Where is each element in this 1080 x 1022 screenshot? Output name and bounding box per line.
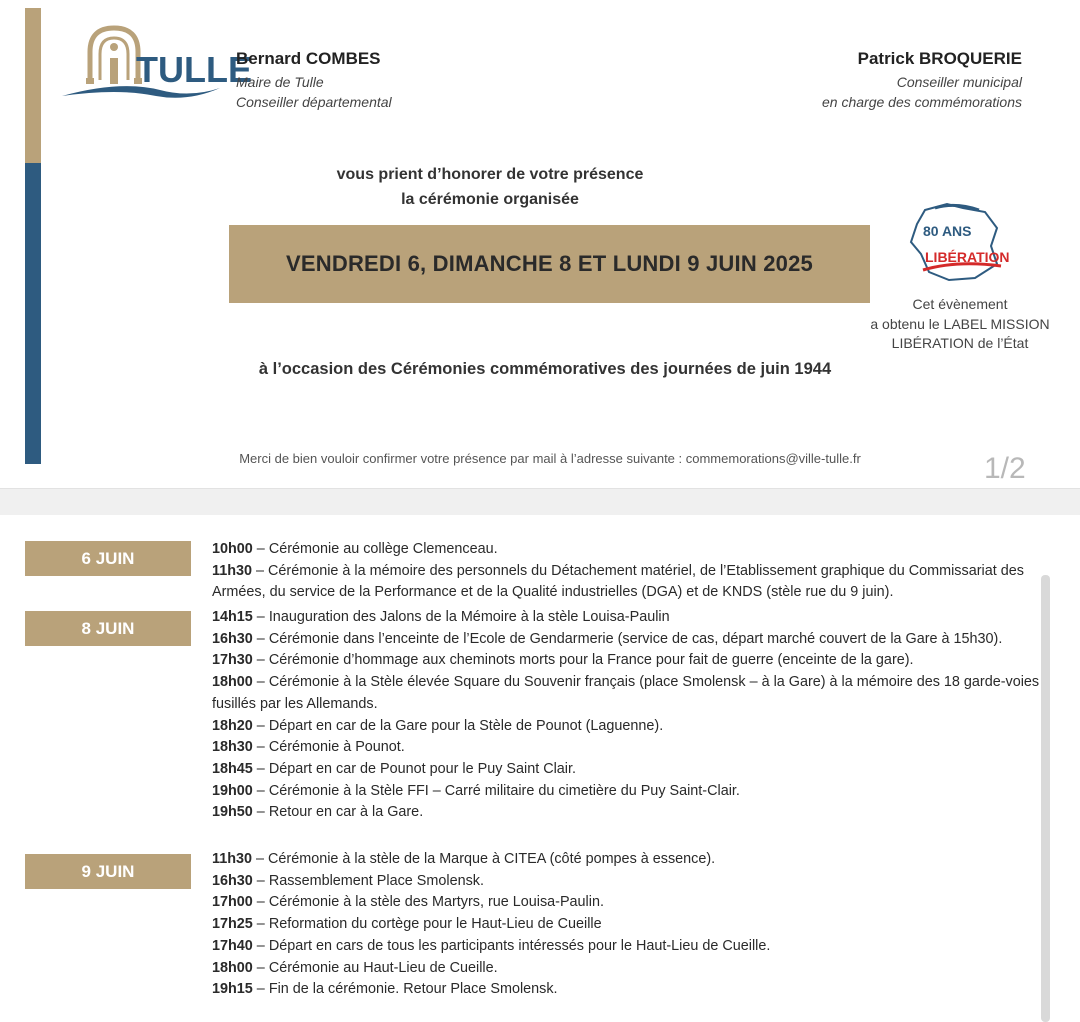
schedule-entry: 19h00 – Cérémonie à la Stèle FFI – Carré militaire du cimetière du Puy Saint-Clair. (212, 782, 740, 799)
blue-side-bar (25, 163, 41, 464)
label-text-3: LIBÉRATION de l’État (891, 335, 1029, 351)
event-time: 18h30 (212, 739, 253, 756)
event-text: Cérémonie à Pounot. (268, 739, 405, 756)
event-text: Cérémonie d’hommage aux cheminots morts pour la France pour fait de guerre (enceinte de la gare). (268, 652, 914, 669)
event-text: Retour en car à la Gare. (268, 804, 424, 821)
event-text: Cérémonie au Haut-Lieu de Cueille. (268, 959, 498, 976)
event-text: Cérémonie à la Stèle élevée Square du Souvenir français (place Smolensk – à la Gare) à la mémoire des 18 garde-voies fusillés par les Allemands. (212, 674, 1040, 712)
day-label-6-juin: 6 JUIN (25, 541, 191, 576)
event-text: Cérémonie dans l’enceinte de l’Ecole de Gendarmerie (service de cas, départ marché couvert de la Gare à 15h30). (268, 630, 1003, 647)
event-text: Départ en cars de tous les participants intéressés pour le Haut-Lieu de Cueille. (268, 937, 771, 954)
councillor-role: Conseiller municipal (896, 74, 1022, 90)
event-time: 18h20 (212, 717, 253, 734)
schedule-entry: 11h30 – Cérémonie à la mémoire des personnels du Détachement matériel, de l’Etablissement graphique du Commissariat des Armées, du service de la Performance et de la Qualité industrielles (DGA) et de KNDS (stèle rue du 9 juin). (212, 562, 1024, 601)
scrollbar[interactable] (1041, 575, 1050, 1022)
page-separator (0, 488, 1080, 516)
event-time: 18h45 (212, 760, 253, 777)
event-time: 11h30 (212, 562, 253, 579)
dates-banner (229, 225, 870, 303)
schedule-entry: 18h30 – Cérémonie à Pounot. (212, 739, 405, 756)
schedule-entry: 17h40 – Départ en cars de tous les participants intéressés pour le Haut-Lieu de Cueille. (212, 937, 771, 954)
dates-text: VENDREDI 6, DIMANCHE 8 ET LUNDI 9 JUIN 2025 (286, 251, 813, 276)
schedule-entry: 14h15 – Inauguration des Jalons de la Mémoire à la stèle Louisa-Paulin (212, 609, 670, 625)
event-text: Cérémonie à la mémoire des personnels du Détachement matériel, de l’Etablissement graphique du Commissariat des Armées, du service de la Performance et de la Qualité industrielles (DGA) et de KNDS (stèle rue du 9 juin). (212, 562, 1024, 601)
schedule-entry: 18h00 – Cérémonie au Haut-Lieu de Cueille. (212, 959, 498, 976)
mayor-role: Maire de Tulle (236, 74, 324, 90)
label-text-2: a obtenu le LABEL MISSION (870, 315, 1050, 332)
event-text: Cérémonie à la stèle de la Marque à CITEA (côté pompes à essence). (268, 851, 716, 867)
invitation-line-1: vous prient d’honorer de votre présence (336, 166, 644, 183)
event-text: Inauguration des Jalons de la Mémoire à la stèle Louisa-Paulin (268, 609, 670, 625)
schedule-entry: 19h50 – Retour en car à la Gare. (212, 804, 424, 821)
schedule-8-juin (212, 607, 1052, 824)
liberation-80-logo (905, 200, 1015, 290)
event-text: Départ en car de la Gare pour la Stèle de Pounot (Laguenne). (268, 717, 664, 734)
event-time: 19h00 (212, 782, 253, 799)
invitation-line-2: la cérémonie organisée (401, 191, 579, 208)
councillor-name: Patrick BROQUERIE (857, 49, 1022, 68)
event-time: 18h00 (212, 959, 253, 976)
schedule-entry: 10h00 – Cérémonie au collège Clemenceau. (212, 541, 498, 557)
mayor-role-2: Conseiller départemental (236, 94, 392, 110)
event-time: 17h25 (212, 916, 253, 933)
schedule-entry: 11h30 – Cérémonie à la stèle de la Marque à CITEA (côté pompes à essence). (212, 851, 716, 867)
schedule-entry: 17h30 – Cérémonie d’hommage aux cheminots morts pour la France pour fait de guerre (enceinte de la gare). (212, 652, 914, 669)
schedule-entry: 18h20 – Départ en car de la Gare pour la Stèle de Pounot (Laguenne). (212, 717, 664, 734)
schedule-entry: 17h00 – Cérémonie à la stèle des Martyrs, rue Louisa-Paulin. (212, 894, 604, 911)
event-time: 18h00 (212, 674, 253, 691)
schedule-entry: 18h00 – Cérémonie à la Stèle élevée Square du Souvenir français (place Smolensk – à la Gare) à la mémoire des 18 garde-voies fusillés par les Allemands. (212, 674, 1040, 712)
label-description (860, 295, 1060, 354)
councillor-role-2: en charge des commémorations (822, 94, 1022, 110)
svg-text:80 ANS: 80 ANS (923, 223, 972, 239)
event-time: 11h30 (212, 851, 253, 867)
tulle-logo (60, 14, 252, 104)
event-time: 16h30 (212, 630, 253, 647)
event-time: 19h15 (212, 981, 253, 998)
event-text: Départ en car de Pounot pour le Puy Saint Clair. (268, 760, 576, 777)
invitation-page-1 (0, 0, 1080, 488)
event-time: 19h50 (212, 804, 253, 821)
mayor-block (236, 49, 392, 112)
schedule-entry: 16h30 – Rassemblement Place Smolensk. (212, 872, 484, 889)
schedule-entry: 16h30 – Cérémonie dans l’enceinte de l’Ecole de Gendarmerie (service de cas, départ marché couvert de la Gare à 15h30). (212, 630, 1003, 647)
event-time: 17h00 (212, 894, 253, 911)
invitation-text (280, 162, 700, 212)
event-time: 17h30 (212, 652, 253, 669)
event-text: Rassemblement Place Smolensk. (268, 872, 484, 889)
occasion-text: à l’occasion des Cérémonies commémoratives des journées de juin 1944 (258, 360, 832, 378)
schedule-entry: 17h25 – Reformation du cortège pour le Haut-Lieu de Cueille (212, 916, 602, 933)
label-text-1: Cet évènement (912, 296, 1008, 312)
event-text: Reformation du cortège pour le Haut-Lieu de Cueille (268, 916, 602, 933)
gold-side-bar (25, 8, 41, 163)
rsvp-text: Merci de bien vouloir confirmer votre présence par mail à l’adresse suivante : commemorations@ville-tulle.fr (239, 451, 861, 466)
schedule-9-juin (212, 849, 1052, 1001)
event-time: 16h30 (212, 872, 253, 889)
day-label-9-juin: 9 JUIN (25, 854, 191, 889)
councillor-block (822, 49, 1022, 112)
event-time: 14h15 (212, 609, 253, 625)
event-time: 10h00 (212, 541, 253, 557)
event-text: Cérémonie à la Stèle FFI – Carré militaire du cimetière du Puy Saint-Clair. (268, 782, 740, 799)
svg-text:LIBÉRATION: LIBÉRATION (925, 249, 1010, 265)
event-text: Cérémonie au collège Clemenceau. (268, 541, 498, 557)
schedule-page-2 (0, 515, 1080, 1022)
schedule-6-juin (212, 539, 1052, 604)
logo-text: TULLE (136, 49, 252, 90)
event-text: Cérémonie à la stèle des Martyrs, rue Louisa-Paulin. (268, 894, 604, 911)
event-text: Fin de la cérémonie. Retour Place Smolensk. (268, 981, 558, 998)
schedule-entry: 18h45 – Départ en car de Pounot pour le Puy Saint Clair. (212, 760, 576, 777)
page-indicator: 1/2 (984, 452, 1026, 485)
mayor-name: Bernard COMBES (236, 49, 381, 68)
schedule-entry: 19h15 – Fin de la cérémonie. Retour Place Smolensk. (212, 981, 558, 998)
event-time: 17h40 (212, 937, 253, 954)
day-label-8-juin: 8 JUIN (25, 611, 191, 646)
